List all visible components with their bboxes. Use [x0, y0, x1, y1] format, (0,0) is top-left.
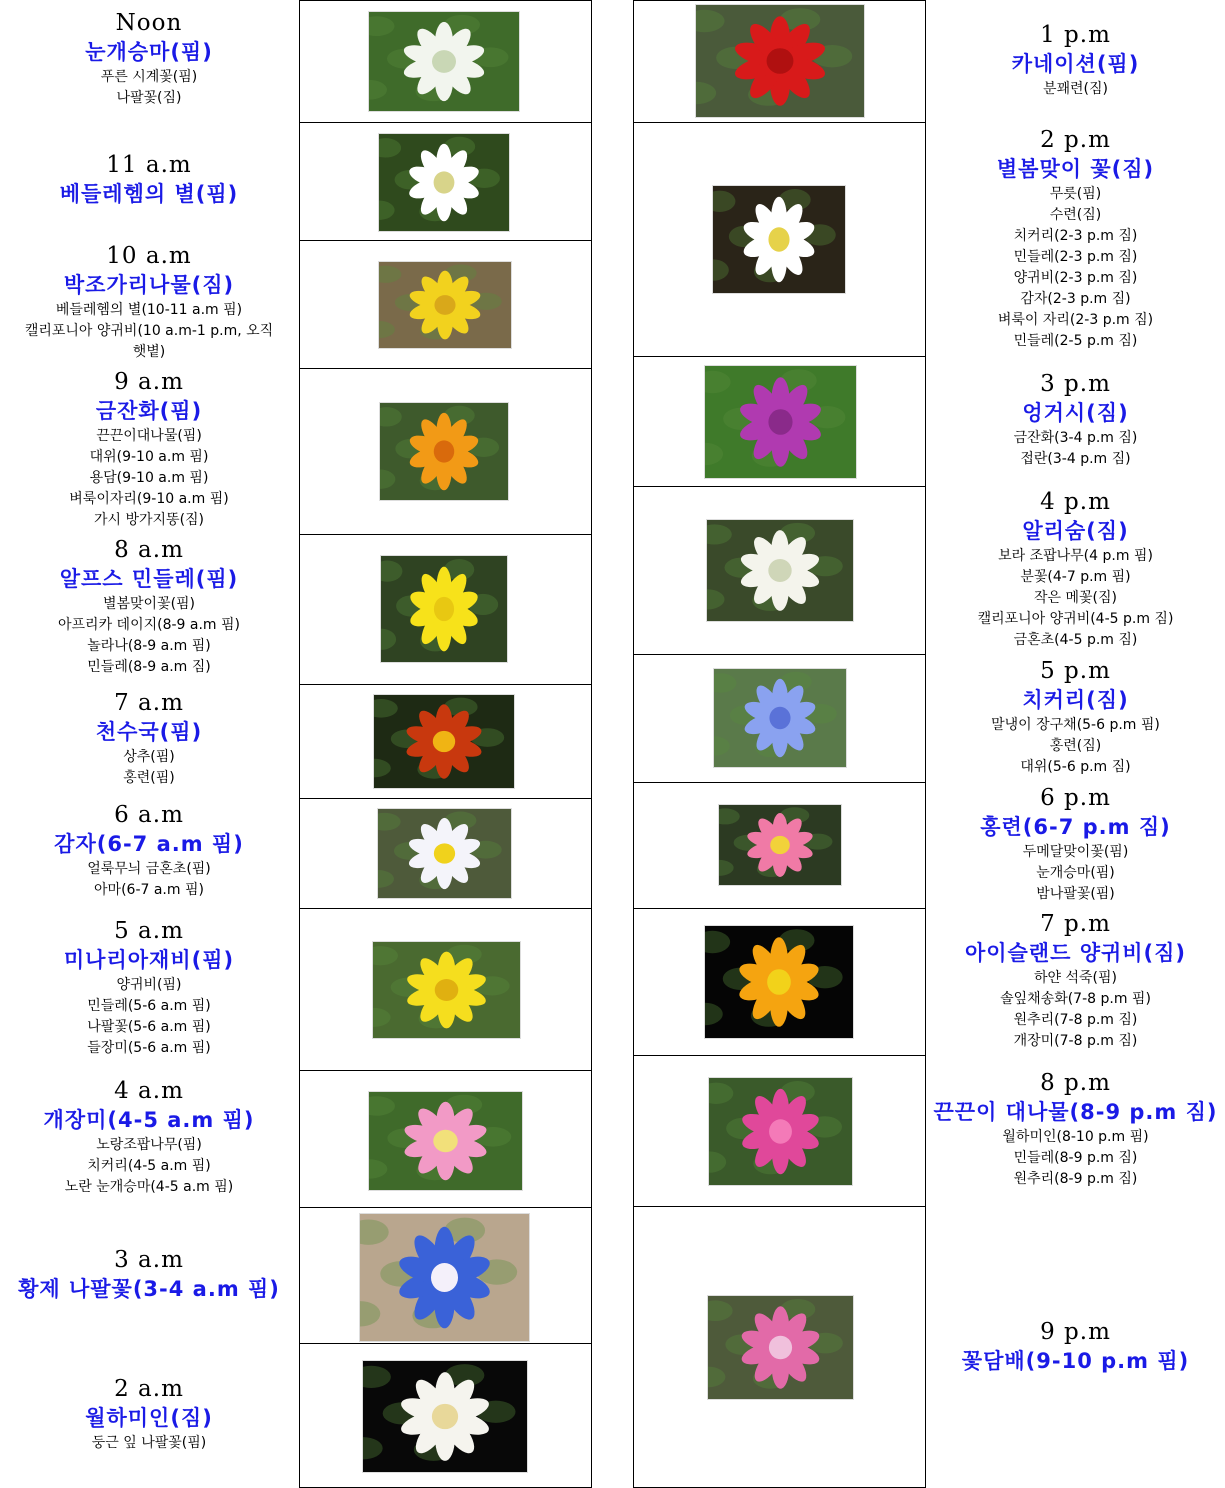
sub-flower: 푸른 시계꽃(핌) — [100, 69, 198, 85]
sub-flower: 별봄맞이꽃(핌) — [102, 596, 196, 612]
sub-flower: 원추리(8-9 p.m 짐) — [1013, 1171, 1138, 1187]
sub-flower: 홍련(짐) — [1049, 738, 1102, 754]
sub-flower: 대위(9-10 a.m 핌) — [89, 449, 209, 465]
sub-flower: 민들레(8-9 a.m 짐) — [87, 659, 211, 675]
photo-cell — [300, 1207, 591, 1344]
sub-flower: 민들레(8-9 p.m 짐) — [1013, 1150, 1138, 1166]
time-label: 5 p.m — [1040, 658, 1111, 684]
time-label: 5 a.m — [114, 918, 184, 944]
time-entry-5am — [0, 916, 298, 1059]
main-flower: 아이슬랜드 양귀비(짐) — [964, 941, 1187, 965]
time-label: 10 a.m — [106, 243, 192, 269]
photo-cell — [634, 486, 925, 655]
sub-flower: 벼룩이 자리(2-3 p.m 짐) — [997, 312, 1154, 328]
carnation-flower-photo — [695, 4, 865, 118]
sub-flower: 양귀비(핌) — [116, 977, 182, 993]
time-entry-9pm — [926, 1317, 1225, 1376]
main-flower: 황제 나팔꽃(3-4 a.m 핌) — [18, 1277, 280, 1301]
photo-cell — [634, 782, 925, 909]
sub-flower: 두메달맞이꽃(핌) — [1022, 844, 1129, 860]
time-label: 2 p.m — [1040, 127, 1111, 153]
alpine-dandelion-flower-photo — [380, 555, 508, 663]
french-marigold-flower-photo — [373, 694, 515, 789]
photo-cell — [634, 908, 925, 1056]
sub-flower: 치커리(4-5 a.m 핌) — [87, 1158, 211, 1174]
sub-flower: 민들레(2-5 p.m 짐) — [1013, 333, 1138, 349]
marigold-flower-photo — [379, 402, 509, 501]
sub-flower: 원추리(7-8 p.m 짐) — [1013, 1012, 1138, 1028]
alyssum-flower-photo — [706, 519, 854, 622]
time-entry-4am — [0, 1076, 298, 1198]
dog-rose-flower-photo — [368, 1091, 523, 1191]
time-label: 4 p.m — [1040, 489, 1111, 515]
time-label: 7 p.m — [1040, 911, 1111, 937]
time-label: 9 p.m — [1040, 1319, 1111, 1345]
time-entry-noon — [0, 8, 298, 109]
time-label: 8 p.m — [1040, 1070, 1111, 1096]
lotus-flower-photo — [718, 804, 842, 886]
main-flower: 카네이션(핌) — [1011, 52, 1140, 76]
white-spiraea-flower-photo — [368, 11, 520, 112]
time-entry-6am — [0, 800, 298, 901]
white-starflower-photo — [712, 185, 846, 294]
sub-flower: 작은 메꽃(짐) — [1034, 590, 1117, 606]
main-flower: 알프스 민들레(핌) — [59, 567, 239, 591]
sub-flower: 말냉이 장구채(5-6 p.m 핌) — [991, 717, 1160, 733]
main-flower: 금잔화(핌) — [95, 399, 203, 423]
main-flower: 월하미인(짐) — [85, 1406, 213, 1430]
time-label: 1 p.m — [1040, 22, 1111, 48]
photo-cell — [300, 534, 591, 685]
sub-flower: 하얀 석죽(핌) — [1034, 970, 1117, 986]
time-entry-7am — [0, 688, 298, 789]
sub-flower: 눈개승마(핌) — [1036, 865, 1115, 881]
sub-flower: 민들레(2-3 p.m 짐) — [1013, 249, 1138, 265]
buttercup-flower-photo — [372, 941, 521, 1039]
sub-flower: 수련(짐) — [1049, 207, 1102, 223]
chicory-flower-photo — [713, 668, 847, 768]
main-flower: 눈개승마(핌) — [85, 40, 213, 64]
sub-flower: 보라 조팝나무(4 p.m 핌) — [998, 548, 1153, 564]
sub-flower: 분꽤련(짐) — [1042, 81, 1109, 97]
main-flower: 치커리(짐) — [1022, 688, 1129, 712]
sub-flower: 캘리포니아 양귀비(10 a.m-1 p.m, 오직 — [24, 323, 274, 339]
sub-flower: 솔잎채송화(7-8 p.m 핌) — [1000, 991, 1151, 1007]
yellow-flower-cluster-photo — [378, 261, 512, 349]
time-label: 2 a.m — [114, 1376, 184, 1402]
sub-flower: 무릇(핌) — [1049, 186, 1102, 202]
morning-glory-flower-photo — [359, 1213, 530, 1342]
photo-cell — [300, 908, 591, 1071]
sub-flower: 민들레(5-6 a.m 핌) — [87, 998, 211, 1014]
left-photo-strip — [299, 0, 592, 1488]
photo-cell — [300, 122, 591, 241]
sub-flower: 감자(2-3 p.m 짐) — [1020, 291, 1131, 307]
main-flower: 박조가리나물(짐) — [63, 273, 235, 297]
time-label: 6 a.m — [114, 802, 184, 828]
sub-flower: 놀라나(8-9 a.m 핌) — [87, 638, 211, 654]
time-label: 9 a.m — [114, 369, 184, 395]
main-flower: 감자(6-7 a.m 핌) — [54, 832, 244, 856]
main-flower: 꽃담배(9-10 p.m 핌) — [961, 1349, 1190, 1373]
time-label: 7 a.m — [114, 690, 184, 716]
sub-flower: 노란 눈개승마(4-5 a.m 핌) — [64, 1179, 234, 1195]
time-entry-10am — [0, 241, 298, 363]
sub-flower: 금잔화(3-4 p.m 짐) — [1013, 430, 1138, 446]
sub-flower: 얼룩무늬 금혼초(핌) — [87, 861, 211, 877]
sub-flower: 홍련(핌) — [123, 770, 175, 786]
time-label: 8 a.m — [114, 537, 184, 563]
photo-cell — [300, 240, 591, 369]
sub-flower: 노랑조팝나무(핌) — [96, 1137, 202, 1153]
time-entry-3pm — [926, 369, 1225, 470]
sub-flower: 대위(5-6 p.m 짐) — [1020, 759, 1131, 775]
sub-flower: 양귀비(2-3 p.m 짐) — [1013, 270, 1138, 286]
photo-cell — [634, 1, 925, 122]
catchfly-flower-photo — [708, 1077, 853, 1186]
photo-cell — [300, 368, 591, 535]
main-flower: 베들레헴의 별(핌) — [59, 182, 239, 206]
right-photo-strip — [633, 0, 926, 1488]
potato-flower-photo — [377, 808, 512, 899]
photo-cell — [634, 356, 925, 487]
time-label: 11 a.m — [106, 152, 192, 178]
time-label: 3 p.m — [1040, 371, 1111, 397]
sub-flower: 아프리카 데이지(8-9 a.m 핌) — [58, 617, 240, 633]
sub-flower: 접란(3-4 p.m 짐) — [1020, 451, 1131, 467]
sub-flower: 밤나팔꽃(핌) — [1036, 886, 1115, 902]
sub-flower: 용담(9-10 a.m 핌) — [89, 470, 209, 486]
photo-cell — [300, 1343, 591, 1488]
photo-cell — [300, 684, 591, 799]
sub-flower: 햇볕) — [132, 344, 166, 360]
photo-cell — [300, 798, 591, 909]
main-flower: 홍련(6-7 p.m 짐) — [980, 815, 1171, 839]
photo-cell — [634, 1206, 925, 1488]
time-entry-6pm — [926, 783, 1225, 905]
time-entry-8pm — [926, 1068, 1225, 1190]
sub-flower: 분꽃(4-7 p.m 핌) — [1020, 569, 1131, 585]
flowering-tobacco-photo — [707, 1295, 854, 1400]
sub-flower: 금혼초(4-5 p.m 짐) — [1013, 632, 1138, 648]
time-label: 3 a.m — [114, 1247, 184, 1273]
main-flower: 알리숨(짐) — [1022, 519, 1129, 543]
star-of-bethlehem-flower-photo — [378, 133, 510, 232]
sub-flower: 가시 방가지똥(짐) — [93, 512, 205, 528]
sub-flower: 치커리(2-3 p.m 짐) — [1013, 228, 1138, 244]
thistle-flower-photo — [704, 365, 857, 479]
main-flower: 엉거시(짐) — [1022, 401, 1129, 425]
time-entry-8am — [0, 535, 298, 678]
sub-flower: 둥근 잎 나팔꽃(핌) — [91, 1435, 207, 1451]
time-entry-5pm — [926, 656, 1225, 778]
time-entry-4pm — [926, 487, 1225, 651]
sub-flower: 개장미(7-8 p.m 짐) — [1013, 1033, 1138, 1049]
time-entry-7pm — [926, 909, 1225, 1052]
iceland-poppy-flower-photo — [704, 925, 854, 1039]
night-blooming-cereus-flower-photo — [362, 1360, 528, 1473]
sub-flower: 나팔꽃(짐) — [116, 90, 182, 106]
sub-flower: 들장미(5-6 a.m 핌) — [87, 1040, 211, 1056]
time-entry-1pm — [926, 20, 1225, 100]
photo-cell — [634, 122, 925, 357]
sub-flower: 벼룩이자리(9-10 a.m 핌) — [69, 491, 229, 507]
sub-flower: 아마(6-7 a.m 핌) — [94, 882, 204, 898]
time-label: 4 a.m — [114, 1078, 184, 1104]
main-flower: 개장미(4-5 a.m 핌) — [43, 1108, 255, 1132]
time-label: Noon — [115, 10, 183, 36]
time-entry-9am — [0, 367, 298, 531]
sub-flower: 끈끈이대나물(핌) — [96, 428, 202, 444]
photo-cell — [634, 1055, 925, 1207]
time-entry-2pm — [926, 125, 1225, 352]
main-flower: 미나리아재비(핌) — [63, 948, 235, 972]
main-flower: 천수국(핌) — [95, 720, 203, 744]
photo-cell — [300, 1, 591, 122]
sub-flower: 베들레헴의 별(10-11 a.m 핌) — [55, 302, 243, 318]
sub-flower: 캘리포니아 양귀비(4-5 p.m 짐) — [977, 611, 1174, 627]
time-label: 6 p.m — [1040, 785, 1111, 811]
time-entry-11am — [0, 150, 298, 209]
time-entry-3am — [0, 1245, 298, 1304]
sub-flower: 월하미인(8-10 p.m 핌) — [1002, 1129, 1149, 1145]
photo-cell — [300, 1070, 591, 1208]
sub-flower: 나팔꽃(5-6 a.m 핌) — [87, 1019, 211, 1035]
time-entry-2am — [0, 1374, 298, 1454]
main-flower: 별봄맞이 꽃(짐) — [996, 157, 1155, 181]
photo-cell — [634, 654, 925, 783]
sub-flower: 상추(핌) — [123, 749, 175, 765]
main-flower: 끈끈이 대나물(8-9 p.m 짐) — [933, 1100, 1218, 1124]
